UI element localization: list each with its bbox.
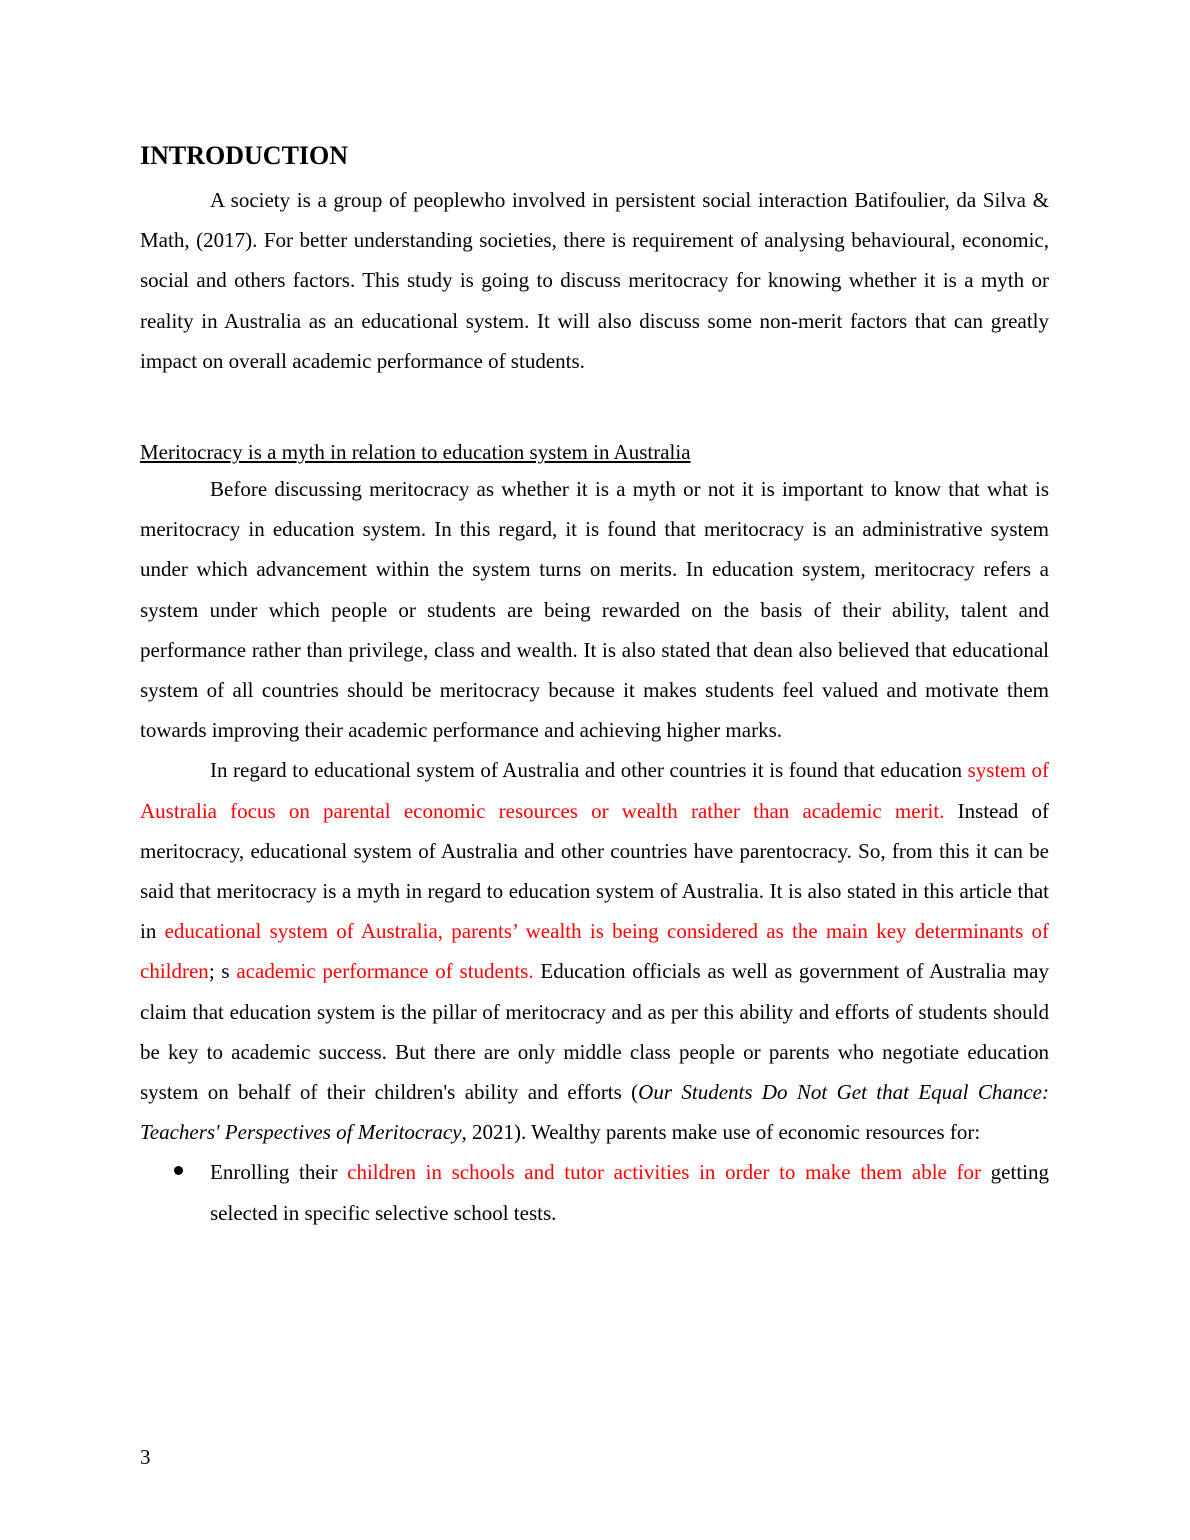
para3-highlight-2: educational system of Australia, parents’ wealth is being considered as the main key determinants of children [140, 919, 1049, 984]
document-body [140, 138, 1049, 1233]
bullet-dot-icon [174, 1166, 183, 1175]
intro-paragraph: A society is a group of peoplewho involved in persistent social interaction Batifoulier, da Silva & Math, (2017). For better understanding societies, there is requirement of analysing behavioural, economic, social and others factors. This study is going to discuss meritocracy for knowing whether it is a myth or reality in Australia as an educational system. It will also discuss some non-merit factors that can greatly impact on overall academic performance of students. [140, 188, 1049, 373]
bullet-list [140, 1152, 1049, 1232]
para3-text-3: ; s [208, 959, 237, 984]
bullet-text-highlight: children in schools and tutor activities in order to make them able for [347, 1160, 982, 1185]
para3-text-2: Instead of meritocracy, educational system of Australia and other countries have parentocracy. So, from this it can be said that meritocracy is a myth in regard to education system of Australia. It is also stated in this article that in [140, 798, 1049, 944]
para3-citation-title: Our Students Do Not Get that Equal Chance: Teachers' Perspectives of Meritocracy [140, 1080, 1049, 1145]
para3-text-5: , 2021). Wealthy parents make use of economic resources for: [461, 1120, 981, 1145]
para3-text-4: Education officials as well as government of Australia may claim that education system is the pillar of meritocracy and as per this ability and efforts of students should be key to academic success. But there are only middle class people or parents who negotiate education system on behalf of their children's ability and efforts ( [140, 959, 1049, 1105]
subheading-meritocracy-myth: Meritocracy is a myth in relation to education system in Australia [140, 440, 691, 465]
list-item [140, 1152, 1049, 1232]
bullet-text-plain: Enrolling their [210, 1160, 348, 1185]
page-number: 3 [140, 1445, 151, 1469]
meritocracy-definition-paragraph: Before discussing meritocracy as whether it is a myth or not it is important to know that what is meritocracy in education system. In this regard, it is found that meritocracy is an administrative system under which advancement within the system turns on merits. In education system, meritocracy refers a system under which people or students are being rewarded on the basis of their ability, talent and performance rather than privilege, class and wealth. It is also stated that dean also believed that educational system of all countries should be meritocracy because it makes students feel valued and motivate them towards improving their academic performance and achieving higher marks. [140, 477, 1049, 743]
section-heading: INTRODUCTION [140, 141, 349, 170]
para3-highlight-3: academic performance of students. [236, 959, 534, 984]
para3-text-1: In regard to educational system of Australia and other countries it is found that education [210, 758, 968, 783]
bullet-text-after: getting selected in specific selective school tests. [210, 1160, 1050, 1225]
para3-highlight-1: system of Australia focus on parental economic resources or wealth rather than academic merit. [140, 758, 1050, 823]
australia-education-paragraph [140, 750, 1049, 1152]
